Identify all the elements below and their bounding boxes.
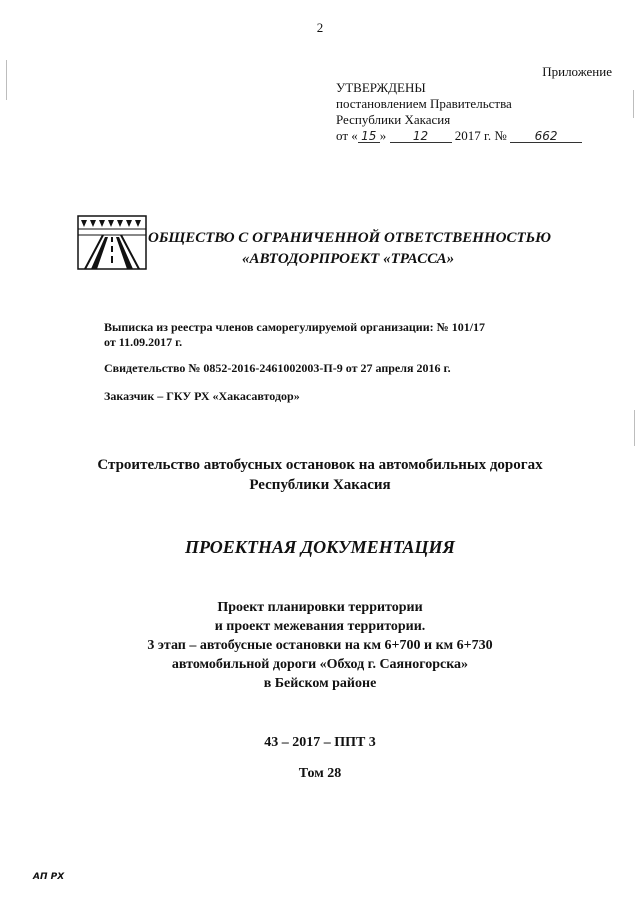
resolution-number: 662: [510, 130, 582, 143]
date-year: 2017 г. №: [454, 128, 507, 143]
registry-line-1: Выписка из реестра членов саморегулируемой организации: № 101/17: [104, 320, 486, 334]
description-line-3: 3 этап – автобусные остановки на км 6+700 и км 6+730: [147, 638, 493, 653]
scan-edge-mark: [634, 410, 635, 446]
registry-extract: [104, 320, 574, 350]
project-title-line-1: Строительство автобусных остановок на автомобильных дорогах: [97, 457, 543, 473]
approval-date-line: [336, 128, 616, 144]
certificate: Свидетельство № 0852-2016-2461002003-П-9 от 27 апреля 2016 г.: [104, 361, 451, 375]
company-line-1: ОБЩЕСТВО С ОГРАНИЧЕННОЙ ОТВЕТСТВЕННОСТЬЮ: [148, 230, 551, 246]
approval-republic: Республики Хакасия: [336, 112, 451, 127]
customer: Заказчик – ГКУ РХ «Хакасавтодор»: [104, 389, 300, 403]
date-prefix: от «: [336, 128, 358, 143]
approval-block: [336, 80, 616, 144]
page-number: 2: [316, 20, 324, 35]
document-type: ПРОЕКТНАЯ ДОКУМЕНТАЦИЯ: [185, 537, 455, 557]
scan-edge-mark: [633, 90, 634, 118]
date-month: 12: [390, 130, 452, 143]
company-name: [148, 228, 551, 270]
company-logo: [77, 215, 147, 270]
volume-number: Том 28: [298, 766, 342, 781]
description-line-4: автомобильной дороги «Обход г. Саяногорска»: [171, 657, 469, 672]
description-line-2: и проект межевания территории.: [214, 619, 426, 634]
description-line-5: в Бейском районе: [263, 676, 377, 691]
date-mid: »: [379, 128, 387, 143]
scan-edge-mark: [6, 60, 7, 100]
document-code: 43 – 2017 – ППТ 3: [264, 735, 376, 750]
approval-heading: УТВЕРЖДЕНЫ: [336, 80, 426, 95]
approval-resolution: постановлением Правительства: [336, 96, 512, 111]
date-day: 15: [358, 130, 380, 143]
appendix-label: Приложение: [542, 64, 612, 79]
company-line-2: «АВТОДОРПРОЕКТ «ТРАССА»: [242, 251, 455, 267]
project-title: [0, 455, 640, 495]
footer-stamp: АП РХ: [33, 872, 65, 882]
project-title-line-2: Республики Хакасия: [249, 477, 391, 493]
description-line-1: Проект планировки территории: [217, 600, 423, 615]
registry-line-2: от 11.09.2017 г.: [104, 335, 183, 349]
project-description: [0, 598, 640, 693]
